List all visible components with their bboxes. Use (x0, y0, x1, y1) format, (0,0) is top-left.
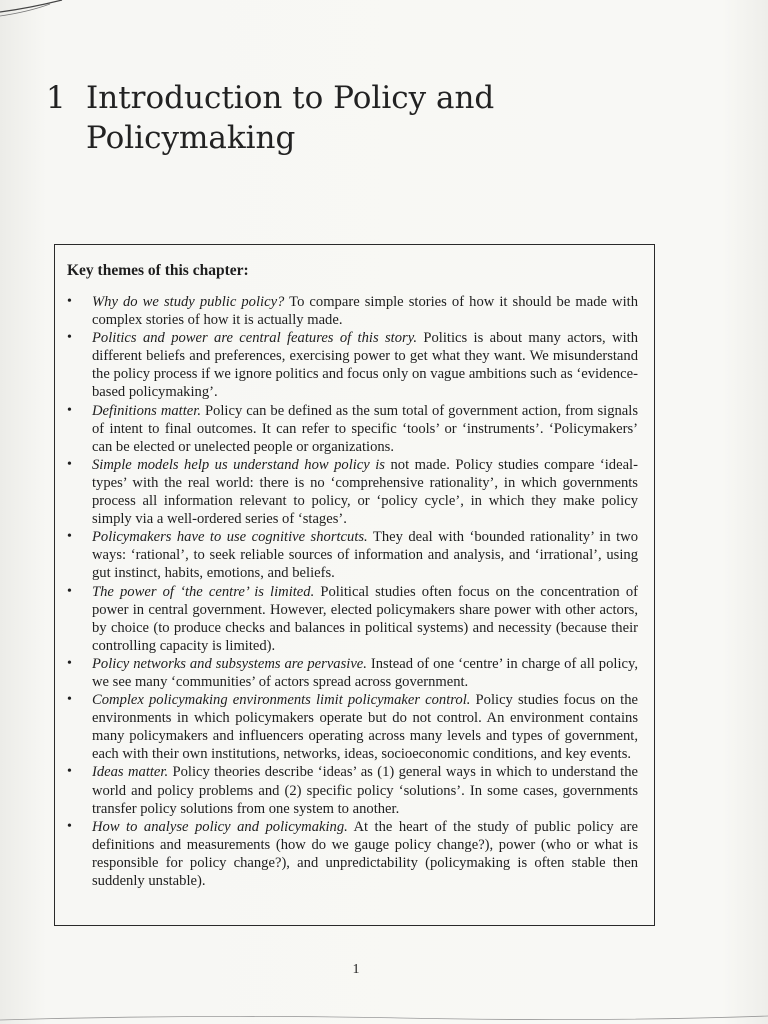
theme-lead: Politics and power are central features of this story. (92, 330, 418, 347)
bullet-icon: • (67, 402, 72, 418)
theme-text: To compare simple stories of how it should be made with complex stories of how it is actually made. (92, 294, 639, 329)
theme-text: They deal with ‘bounded rationality’ in two ways: ‘rational’, to seek reliable sources of information and analysis, and ‘irrational’, using gut instinct, habits, emotions, and beliefs. (92, 529, 638, 582)
theme-item (67, 402, 638, 456)
theme-lead: Why do we study public policy? (92, 294, 285, 310)
bullet-icon: • (67, 583, 72, 599)
page-bottom-edge (0, 1010, 768, 1024)
bullet-icon: • (67, 330, 72, 346)
theme-item (67, 763, 638, 817)
bullet-icon: • (67, 529, 72, 545)
bullet-icon: • (67, 692, 72, 708)
key-themes-box (54, 244, 655, 926)
bullet-icon: • (67, 764, 72, 780)
theme-text: Policy theories describe ‘ideas’ as (1) general ways in which to understand the world and policy problems and (2) specific policy ‘solutions’. In some cases, governments transfer policy solutions from one system to another. (92, 764, 638, 817)
theme-item (67, 293, 638, 329)
page-edge-curve (0, 0, 70, 22)
key-themes-heading: Key themes of this chapter: (67, 262, 249, 279)
theme-text: Policy can be defined as the sum total of government action, from signals of intent to final outcomes. It can refer to specific ‘tools’ or ‘instruments’. ‘Policymakers’ can be elected or unelected people or organizations. (92, 402, 639, 455)
theme-lead: The power of ‘the centre’ is limited. (92, 583, 315, 600)
chapter-number: 1 (46, 80, 66, 116)
theme-lead: Simple models help us understand how policy is (92, 456, 385, 473)
theme-text: Instead of one ‘centre’ in charge of all policy, we see many ‘communities’ of actors spread across government. (92, 655, 638, 690)
theme-lead: Definitions matter. (92, 402, 201, 419)
theme-text: Political studies often focus on the concentration of power in central government. However, elected policymakers share power with other actors, by choice (to produce checks and balances in political systems) and necessity (because their controlling capacity is limited). (92, 583, 638, 654)
theme-lead: Complex policymaking environments limit policymaker control. (92, 692, 471, 709)
theme-text: . Policy studies compare ‘ideal-types’ with the real world: there is no ‘comprehensive rationality’, in which governments process all information relevant to policy, or ‘policy cycle’, in which they make policy simply via a well-ordered series of ‘stages’. (92, 456, 638, 528)
theme-text: Policy studies focus on the environments in which policymakers operate but do not control. An environment contains many policymakers and influencers operating across many levels and types of government, each with their own institutions, networks, ideas, socioeconomic conditions, and key events. (92, 692, 638, 763)
theme-lead: How to analyse policy and policymaking. (92, 818, 348, 835)
bullet-icon: • (67, 655, 72, 671)
theme-item (67, 456, 638, 528)
chapter-title-text: Introduction to Policy and Policymaking (86, 80, 495, 156)
theme-lead: Policymakers have to use cognitive shortcuts. (92, 529, 368, 546)
theme-item (67, 329, 638, 401)
theme-lead: Policy networks and subsystems are pervasive. (92, 655, 367, 672)
theme-item (67, 691, 638, 763)
theme-item (67, 818, 638, 890)
bullet-icon: • (67, 294, 72, 309)
bullet-icon: • (67, 818, 72, 834)
theme-item (67, 655, 638, 691)
bullet-icon: • (67, 456, 72, 472)
chapter-title (46, 78, 556, 158)
theme-emphasis: not made (384, 456, 447, 473)
theme-item (67, 528, 638, 582)
theme-item (67, 583, 638, 655)
theme-text: Politics is about many actors, with different beliefs and preferences, exercising power to get what they want. We misunderstand the policy process if we ignore politics and focus only on vague ambitions such as ‘evidence-based policymaking’. (92, 330, 638, 401)
theme-text: At the heart of the study of public policy are definitions and measurements (how do we gauge policy change?), power (who or what is responsible for policy change?), and unpredictability (policymaking is often stable then suddenly unstable). (92, 818, 639, 889)
key-themes-list (67, 293, 638, 890)
page-number: 1 (352, 962, 360, 977)
theme-lead: Ideas matter. (92, 764, 169, 781)
